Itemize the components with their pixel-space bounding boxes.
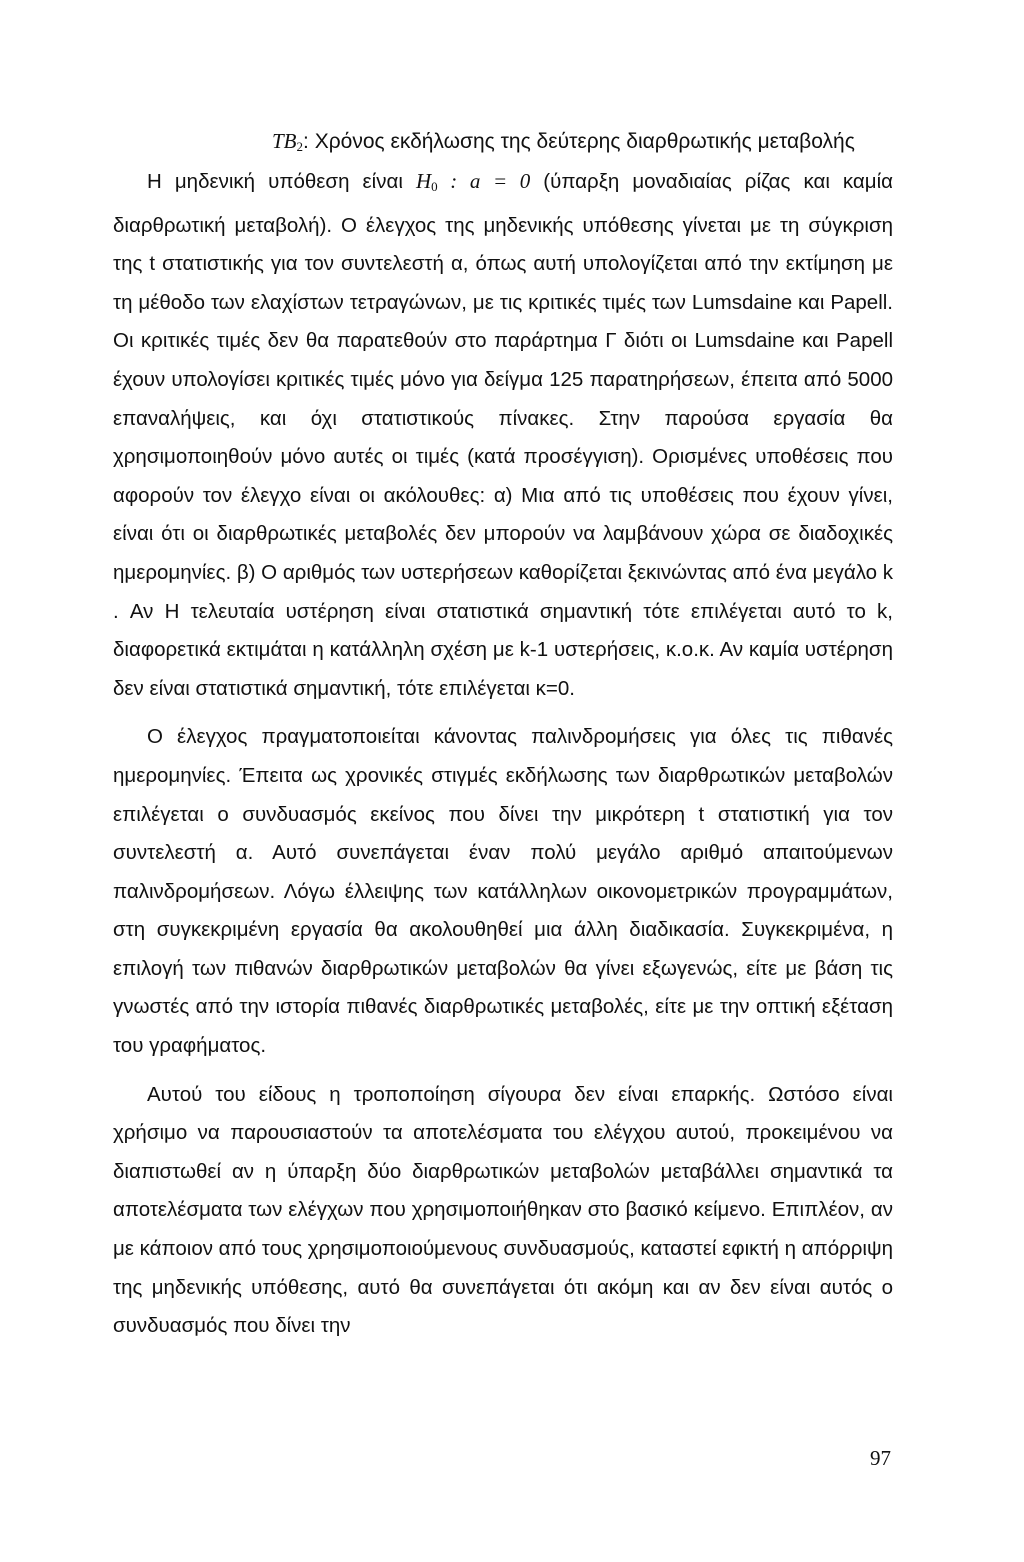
paragraph-3: Αυτού του είδους η τροποποίηση σίγουρα δεν είναι επαρκής. Ωστόσο είναι χρήσιμο να παρουσιαστούν τα αποτελέσματα του ελέγχου αυτού, προκειμένου να διαπιστωθεί αν η ύπαρξη δύο διαρθρωτικών μεταβολών μεταβάλλει σημαντικά τα αποτελέσματα των ελέγχων που χρησιμοποιήθηκαν στο βασικό κείμενο. Επιπλέον, αν με κάποιον από τους χρησιμοποιούμενους συνδυασμούς, καταστεί εφικτή η απόρριψη της μηδενικής υπόθεσης, αυτό θα συνεπάγεται ότι ακόμη και αν δεν είναι αυτός ο συνδυασμός που δίνει την bbox=[113, 1082, 893, 1338]
heading-symbol-base: TB bbox=[272, 129, 297, 153]
heading-symbol-subscript: 2 bbox=[296, 139, 304, 154]
null-hypothesis-formula bbox=[416, 169, 530, 193]
paragraph-1 bbox=[113, 162, 893, 708]
formula-rest: : a = 0 bbox=[437, 169, 531, 193]
paragraph-1-body: (ύπαρξη μοναδιαίας ρίζας και καμία διαρθρωτική μεταβολή). Ο έλεγχος της μηδενικής υπόθεσης γίνεται με τη σύγκριση της t στατιστικής για τον συντελεστή α, όπως αυτή υπολογίζεται από την εκτίμηση με τη μέθοδο των ελαχίστων τετραγώνων, με τις κριτικές τιμές των Lumsdaine και Papell. Οι κριτικές τιμές δεν θα παρατεθούν στο παράρτημα Γ διότι οι Lumsdaine και Papell έχουν υπολογίσει κριτικές τιμές μόνο για δείγμα 125 παρατηρήσεων, έπειτα από 5000 επαναλήψεις, και όχι στατιστικούς πίνακες. Στην παρούσα εργασία θα χρησιμοποιηθούν μόνο αυτές οι τιμές (κατά προσέγγιση). Ορισμένες υποθέσεις που αφορούν τον έλεγχο είναι οι ακόλουθες: α) Μια από τις υποθέσεις που έχουν γίνει, είναι ότι οι διαρθρωτικές μεταβολές δεν μπορούν να λαμβάνουν χώρα σε διαδοχικές ημερομηνίες. β) Ο αριθμός των υστερήσεων καθορίζεται ξεκινώντας από ένα μεγάλο k . Αν Η τελευταία υστέρηση είναι στατιστικά σημαντική τότε επιλέγεται αυτό το k, διαφορετικά εκτιμάται η κατάλληλη σχέση με k-1 υστερήσεις, κ.ο.κ. Αν καμία υστέρηση δεν είναι στατιστικά σημαντική, τότε επιλέγεται κ=0. bbox=[113, 170, 893, 700]
paragraph-1-lead: Η μηδενική υπόθεση είναι bbox=[147, 170, 416, 193]
formula-subscript: 0 bbox=[431, 179, 438, 194]
heading-separator: : bbox=[303, 130, 309, 153]
paragraph-2: Ο έλεγχος πραγματοποιείται κάνοντας παλινδρομήσεις για όλες τις πιθανές ημερομηνίες. Έπειτα ως χρονικές στιγμές εκδήλωσης των διαρθρωτικών μεταβολών επιλέγεται ο συνδυασμός εκείνος που δίνει την μικρότερη t στατιστική για τον συντελεστή α. Αυτό συνεπάγεται έναν πολύ μεγάλο αριθμό απαιτούμενων παλινδρομήσεων. Λόγω έλλειψης των κατάλληλων οικονομετρικών προγραμμάτων, στη συγκεκριμένη εργασία θα ακολουθηθεί μια άλλη διαδικασία. Συγκεκριμένα, η επιλογή των πιθανών διαρθρωτικών μεταβολών θα γίνει εξωγενώς, είτε με βάση τις γνωστές από την ιστορία πιθανές διαρθρωτικές μεταβολές, είτε με την οπτική εξέταση του γραφήματος. bbox=[113, 725, 893, 1058]
heading-text: Χρόνος εκδήλωσης της δεύτερης διαρθρωτικής μεταβολής bbox=[308, 130, 855, 153]
section-heading bbox=[272, 128, 855, 160]
body-text bbox=[113, 162, 893, 1346]
page-number: 97 bbox=[870, 1446, 891, 1470]
formula-symbol: H bbox=[415, 169, 432, 193]
heading-symbol bbox=[272, 129, 303, 153]
